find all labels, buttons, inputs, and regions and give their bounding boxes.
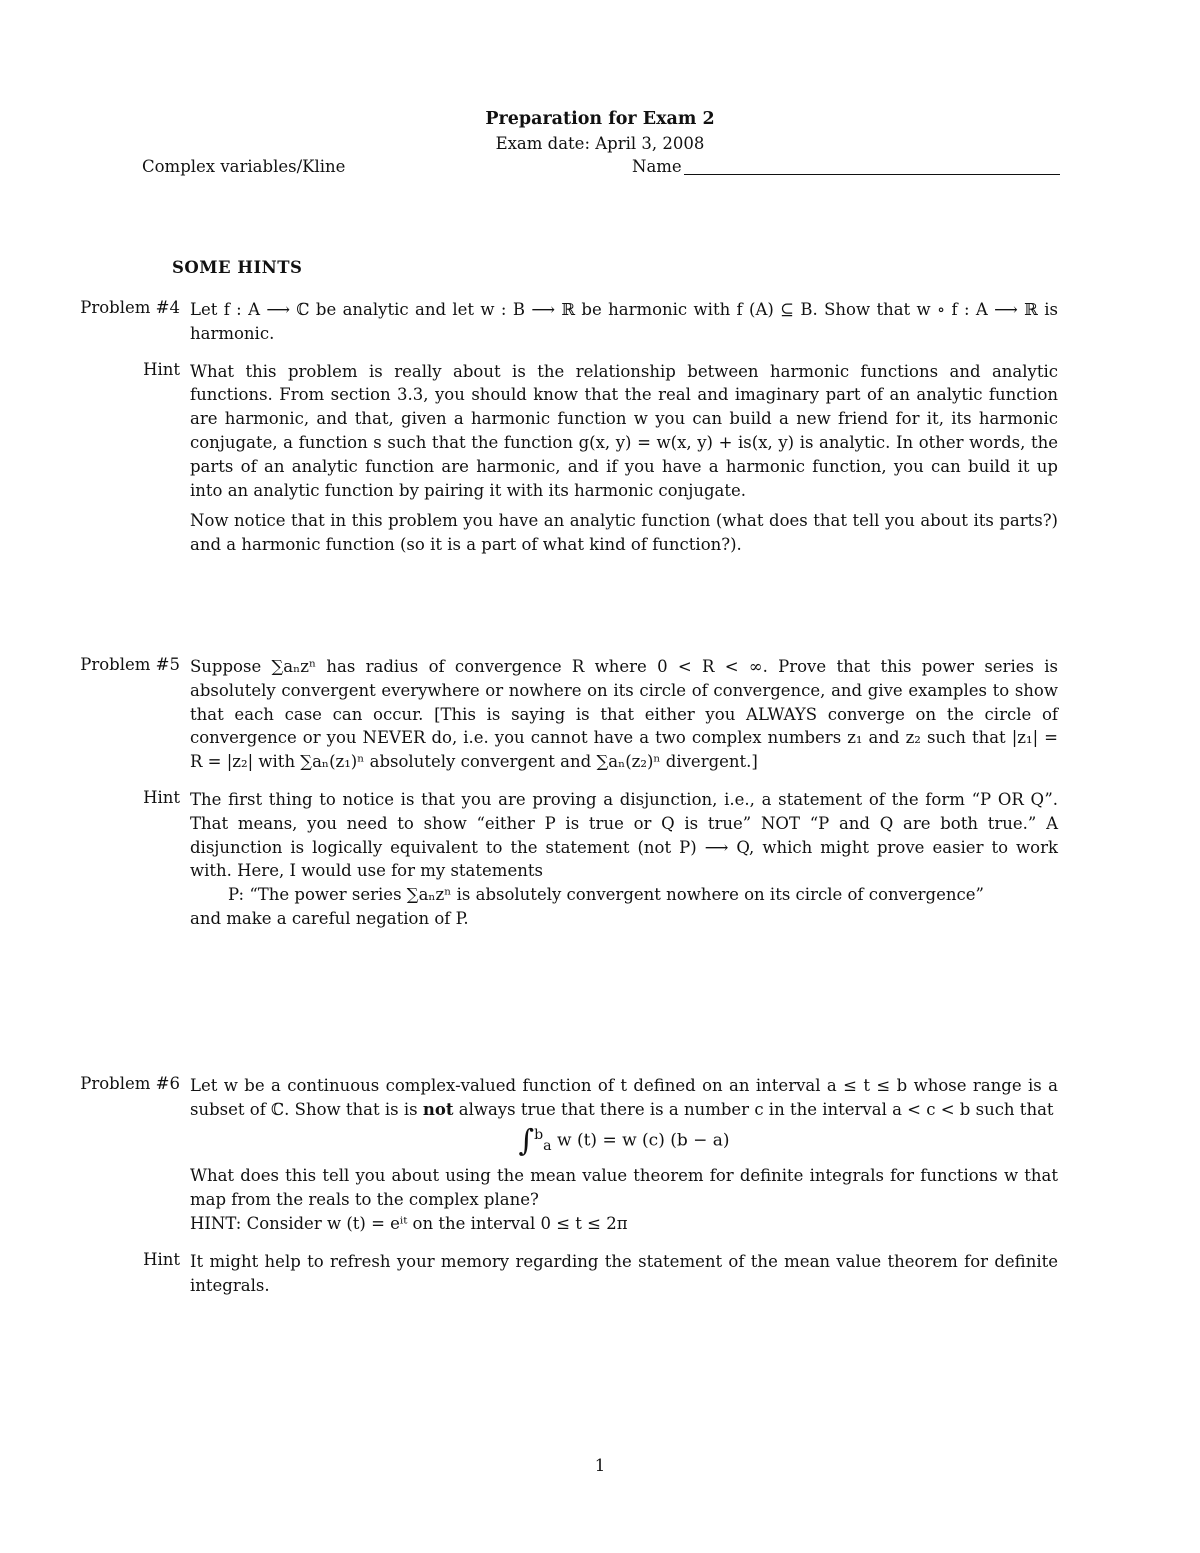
name-field — [632, 157, 1060, 176]
problem-4-statement: Let f : A ⟶ ℂ be analytic and let w : B ⟶ ℝ be harmonic with f (A) ⊆ B. Show that w ∘ f : A ⟶ ℝ is harmonic. — [190, 300, 1058, 343]
problem-6 — [0, 1074, 1200, 1297]
problem-6-statement-part-1: Let w be a continuous complex-valued function of t defined on an interval a ≤ t ≤ b whose range is a subset of ℂ. Show that is is — [190, 1076, 1058, 1119]
problem-5-hint — [0, 788, 1200, 931]
problem-4-hint-paragraph-1: What this problem is really about is the relationship between harmonic functions and analytic functions. From section 3.3, you should know that the real and imaginary part of an analytic function are harmonic, and that, given a harmonic function w you can build a new friend for it, its harmonic conjugate, a function s such that the function g(x, y) = w(x, y) + is(x, y) is analytic. In other words, the parts of an analytic function are harmonic, and if you have a harmonic function, you can build it up into an analytic function by pairing it with its harmonic conjugate. — [190, 361, 1058, 500]
exam-date: Exam date: April 3, 2008 — [495, 134, 705, 153]
name-label: Name — [632, 157, 682, 176]
problem-6-hint-paragraph-1: It might help to refresh your memory regarding the statement of the mean value theorem for definite integrals. — [190, 1251, 1058, 1295]
problem-6-not-emphasis: not — [422, 1099, 454, 1119]
problem-4-hint — [0, 360, 1200, 557]
problem-4-hint-label: Hint — [143, 359, 180, 379]
problem-6-statement-row — [0, 1074, 1200, 1236]
problem-6-hint — [0, 1250, 1200, 1298]
problem-5-after-display: and make a careful negation of P. — [190, 908, 469, 928]
problem-5-statement-row — [0, 655, 1200, 774]
problem-5-hint-label: Hint — [143, 787, 180, 807]
integral-lower-limit: a — [543, 1137, 552, 1154]
problem-5-display-statement: P: “The power series ∑aₙzⁿ is absolutely convergent nowhere on its circle of convergence” — [228, 885, 984, 905]
integral-upper-limit: b — [534, 1126, 544, 1143]
problem-6-statement-part-2: always true that there is a number c in the interval a < c < b such that — [458, 1099, 1054, 1119]
problem-5-statement: Suppose ∑aₙzⁿ has radius of convergence R where 0 < R < ∞. Prove that this power series is absolutely convergent everywhere or nowhere on its circle of convergence, and give examples to show that each case can occur. [This is saying is that either you ALWAYS converge on the circle of convergence or you NEVER do, i.e. you cannot have a two complex numbers z₁ and z₂ such that |z₁| = R = |z₂| with ∑aₙ(z₁)ⁿ absolutely convergent and ∑aₙ(z₂)ⁿ divergent.] — [190, 657, 1058, 772]
problem-6-followup: What does this tell you about using the mean value theorem for definite integrals for functions w that map from the reals to the complex plane? — [190, 1166, 1058, 1210]
section-title: SOME HINTS — [172, 258, 303, 277]
integral-body: w (t) = w (c) (b − a) — [556, 1130, 730, 1151]
problem-5-hint-paragraph-1: The first thing to notice is that you are proving a disjunction, i.e., a statement of the form “P OR Q”. That means, you need to show “either P is true or Q is true” NOT “P and Q are both true.” A disjunction is logically equivalent to the statement (not P) ⟶ Q, which might prove easier to work with. Here, I would use for my statements — [190, 789, 1058, 881]
problem-4-statement-row — [0, 298, 1200, 346]
integral-sign: ∫ — [518, 1122, 535, 1158]
problem-4-hint-paragraph-2: Now notice that in this problem you have an analytic function (what does that tell you about its parts?) and a harmonic function (so it is a part of what kind of function?). — [190, 511, 1058, 555]
page-number: 1 — [594, 1456, 606, 1475]
problem-6-label: Problem #6 — [80, 1074, 180, 1093]
problem-6-integral-equation — [190, 1124, 1058, 1159]
course-name: Complex variables/Kline — [142, 157, 346, 176]
problem-6-statement — [190, 1074, 1058, 1122]
problem-5-label: Problem #5 — [80, 655, 180, 674]
problem-4-label: Problem #4 — [80, 298, 180, 317]
name-blank-line — [684, 157, 1060, 175]
document-title: Preparation for Exam 2 — [485, 109, 715, 129]
problem-4 — [0, 298, 1200, 557]
problem-6-followup-hint: HINT: Consider w (t) = eⁱᵗ on the interval 0 ≤ t ≤ 2π — [190, 1214, 628, 1234]
problem-5 — [0, 655, 1200, 931]
problem-6-hint-label: Hint — [143, 1249, 180, 1269]
